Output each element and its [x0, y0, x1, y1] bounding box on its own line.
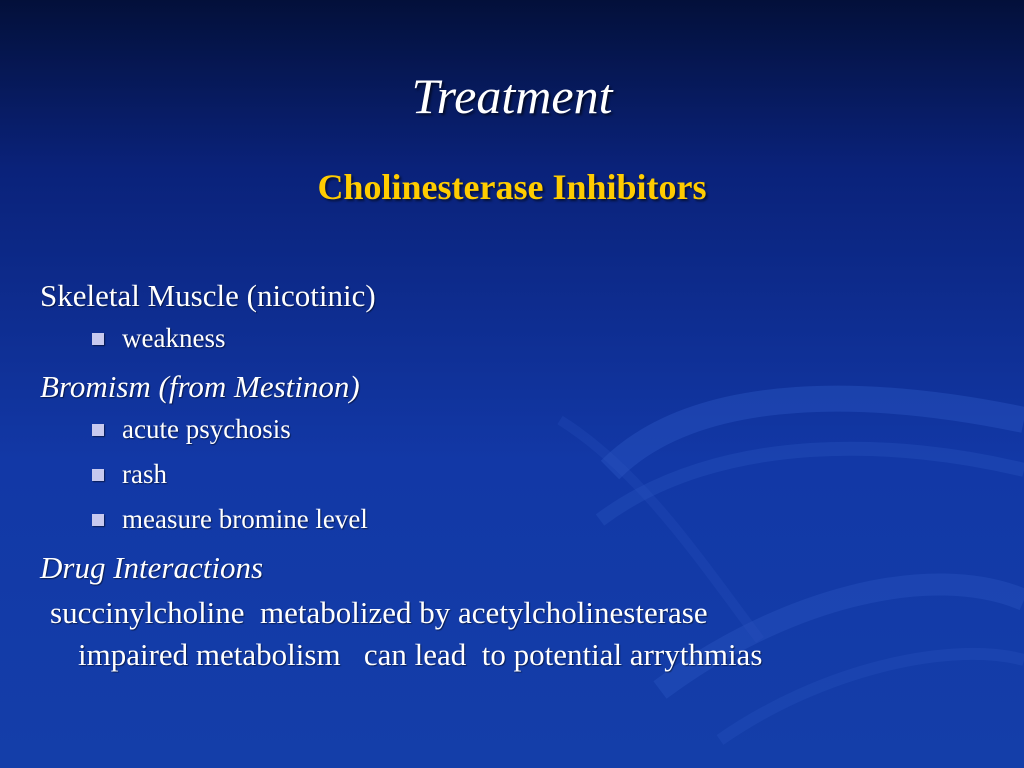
list-item: [40, 497, 990, 542]
square-bullet-icon: [92, 514, 104, 526]
square-bullet-icon: [92, 424, 104, 436]
section-heading-skeletal-muscle: Skeletal Muscle (nicotinic): [40, 278, 376, 313]
list-item-text: acute psychosis: [122, 414, 291, 444]
list-item: [40, 452, 990, 497]
slide-subtitle: Cholinesterase Inhibitors: [317, 167, 707, 207]
list-item-text: measure bromine level: [122, 504, 368, 534]
slide-content: [40, 276, 990, 676]
list-item-text: weakness: [122, 323, 226, 353]
paragraph-line: impaired metabolism can lead to potential arrythmias: [78, 637, 763, 672]
section-heading-drug-interactions: Drug Interactions: [40, 550, 264, 585]
square-bullet-icon: [92, 333, 104, 345]
list-item: [40, 407, 990, 452]
paragraph-line: succinylcholine metabolized by acetylcholinesterase: [50, 595, 708, 630]
list-item: [40, 316, 990, 361]
section-heading-bromism: Bromism (from Mestinon): [40, 369, 360, 404]
list-item-text: rash: [122, 459, 167, 489]
square-bullet-icon: [92, 469, 104, 481]
drug-interactions-paragraph: [40, 592, 990, 676]
slide-title: Treatment: [411, 68, 613, 124]
